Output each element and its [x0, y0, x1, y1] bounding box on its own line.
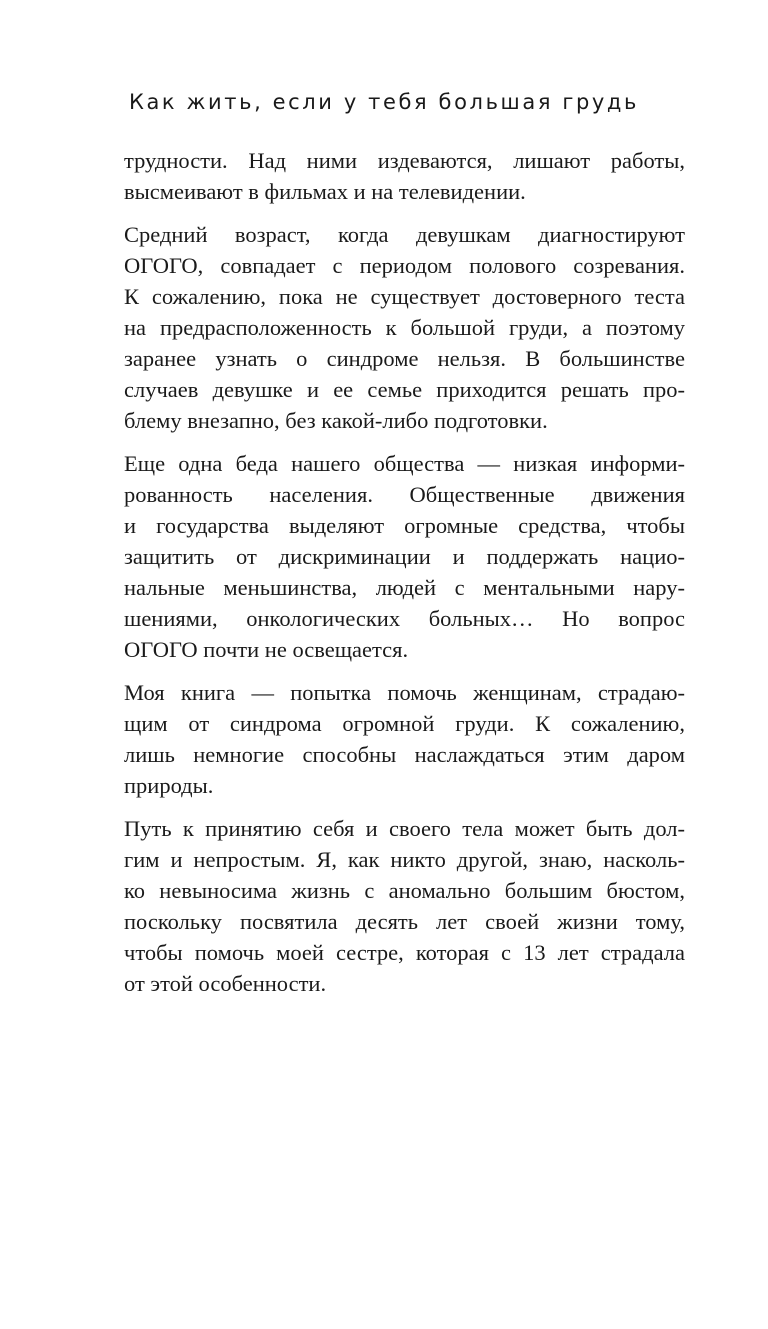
text-line: К сожалению, пока не существует достоверного теста	[124, 284, 685, 309]
text-line: случаев девушке и ее семье приходится решать про-	[124, 377, 685, 402]
text-line: ОГОГО, совпадает с периодом полового созревания.	[124, 253, 685, 278]
text-line: и государства выделяют огромные средства, чтобы	[124, 513, 685, 538]
paragraph	[124, 448, 685, 665]
text-line: чтобы помочь моей сестре, которая с 13 лет страдала	[124, 940, 685, 965]
text-line: гим и непростым. Я, как никто другой, знаю, насколь-	[124, 847, 685, 872]
text-line: природы.	[124, 773, 214, 798]
text-line: от этой особенности.	[124, 971, 327, 996]
text-line: щим от синдрома огромной груди. К сожалению,	[124, 711, 685, 736]
text-line: защитить от дискриминации и поддержать нацио-	[124, 544, 685, 569]
text-line: поскольку посвятила десять лет своей жизни тому,	[124, 909, 685, 934]
body-text	[124, 145, 685, 1011]
text-line: Средний возраст, когда девушкам диагностируют	[124, 222, 685, 247]
text-line: нальные меньшинства, людей с ментальными нару-	[124, 575, 685, 600]
running-head: Как жить, если у тебя большая грудь	[128, 90, 640, 114]
text-line: трудности. Над ними издеваются, лишают работы,	[124, 148, 685, 173]
text-line: рованность населения. Общественные движения	[124, 482, 685, 507]
paragraph	[124, 813, 685, 999]
text-line: Путь к принятию себя и своего тела может быть дол-	[124, 816, 685, 841]
text-line: высмеивают в фильмах и на телевидении.	[124, 179, 526, 204]
text-line: ОГОГО почти не освещается.	[124, 637, 409, 662]
text-line: на предрасположенность к большой груди, а поэтому	[124, 315, 685, 340]
text-line: Еще одна беда нашего общества — низкая информи-	[124, 451, 685, 476]
paragraph	[124, 219, 685, 436]
paragraph	[124, 145, 685, 207]
text-line: лишь немногие способны наслаждаться этим даром	[124, 742, 685, 767]
text-line: Моя книга — попытка помочь женщинам, страдаю-	[124, 680, 685, 705]
text-line: блему внезапно, без какой-либо подготовки.	[124, 408, 548, 433]
text-line: заранее узнать о синдроме нельзя. В большинстве	[124, 346, 685, 371]
paragraph	[124, 677, 685, 801]
text-line: ко невыносима жизнь с аномально большим бюстом,	[124, 878, 685, 903]
text-line: шениями, онкологических больных… Но вопрос	[124, 606, 685, 631]
